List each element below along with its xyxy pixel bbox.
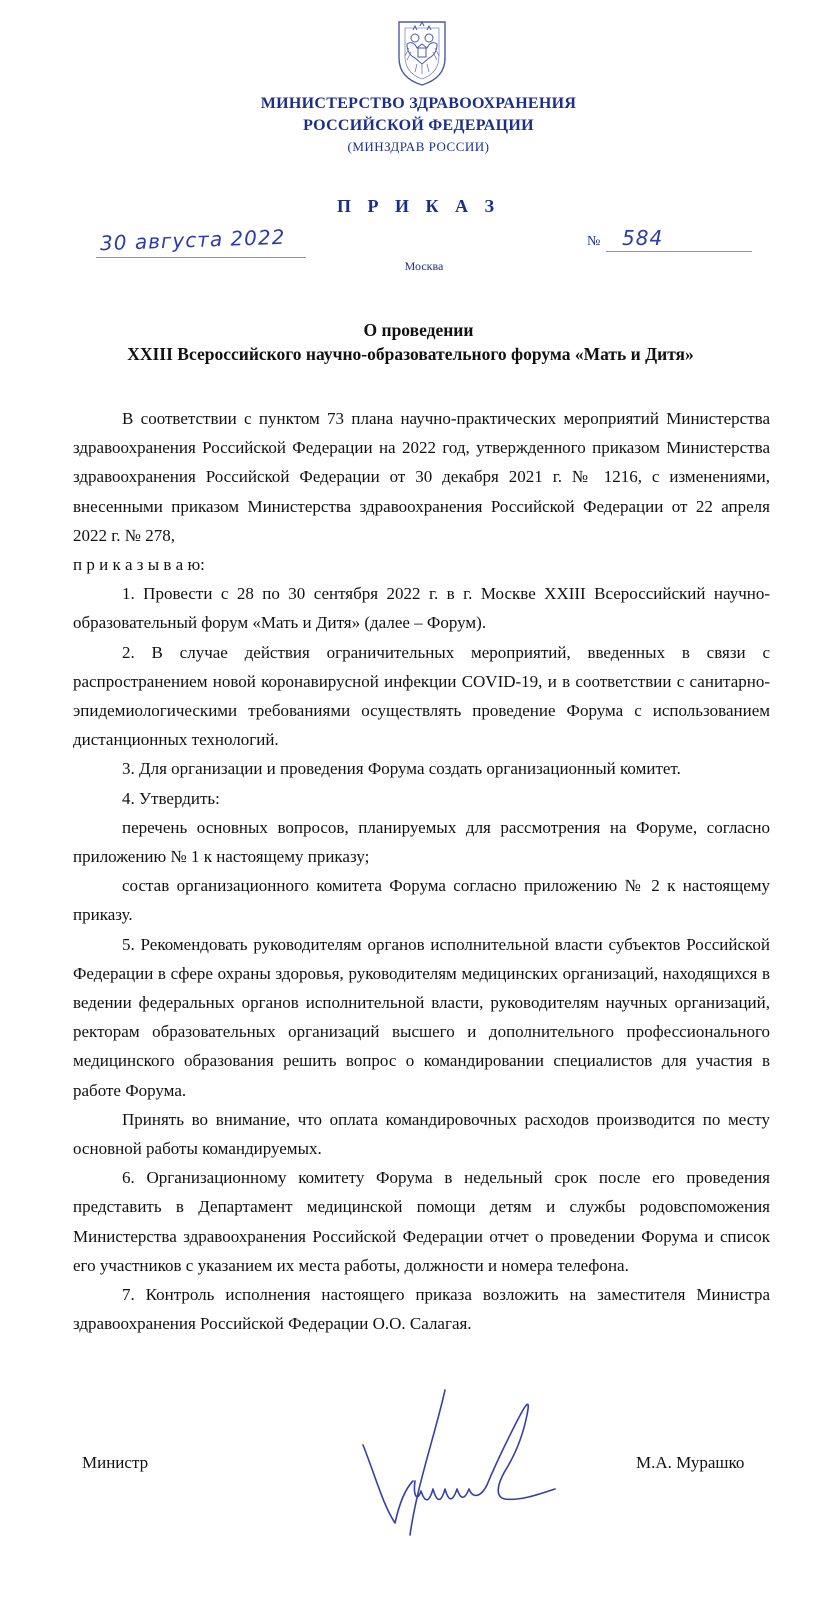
date-underline [96, 257, 306, 258]
city: Москва [404, 259, 444, 273]
paragraph-4: 4. Утвердить: [122, 788, 220, 808]
coat-of-arms-icon [393, 18, 451, 88]
ministry-name-line2: РОССИЙСКОЙ ФЕДЕРАЦИИ [303, 117, 534, 134]
signatory-position: Министр [82, 1453, 149, 1472]
document-type: П Р И К А З [336, 196, 501, 216]
paragraph-2: 2. В случае действия ограничительных мероприятий, введенных в связи с распространением новой коронавирусной инфекции COVID-19, и в соответствии с санитарно-эпидемиологическими требованиями осуществлять проведение Форума с использованием дистанционных технологий. [73, 642, 770, 750]
ministry-short-name: (МИНЗДРАВ РОССИИ) [347, 139, 490, 154]
title-line2: XXIII Всероссийского научно-образовательного форума «Мать и Дитя» [127, 344, 694, 364]
number-underline [606, 251, 752, 252]
paragraph-1: 1. Провести с 28 по 30 сентября 2022 г. в г. Москве XXIII Всероссийский научно-образовательный форум «Мать и Дитя» (далее – Форум). [73, 584, 770, 633]
paragraph-4-item-1: перечень основных вопросов, планируемых для рассмотрения на Форуме, согласно приложению № 1 к настоящему приказу; [73, 817, 770, 867]
order-word: п р и к а з ы в а ю: [73, 555, 205, 575]
signatory-name: М.А. Мурашко [636, 1453, 745, 1472]
paragraph-3: 3. Для организации и проведения Форума создать организационный комитет. [122, 759, 681, 779]
ministry-name-line1: МИНИСТЕРСТВО ЗДРАВООХРАНЕНИЯ [260, 95, 577, 112]
paragraph-6: 6. Организационному комитету Форума в недельный срок после его проведения представить в Департамент медицинской помощи детям и службы родовспоможения Министерства здравоохранения Российской Федерации отчет о проведении Форума и список его участников с указанием их места работы, должности и номера телефона. [73, 1168, 770, 1275]
preamble-paragraph: В соответствии с пунктом 73 плана научно-практических мероприятий Министерства здравоохранения Российской Федерации на 2022 год, утвержденного приказом Министерства здравоохранения Российской Федерации от 30 декабря 2021 г. № 1216, с изменениями, внесенными приказом Министерства здравоохранения Российской Федерации от 22 апреля 2022 г. № 278, [73, 409, 770, 545]
order-date: 30 августа 2022 [99, 224, 286, 256]
number-label: № [587, 234, 601, 249]
paragraph-7: 7. Контроль исполнения настоящего приказа возложить на заместителя Министра здравоохранения Российской Федерации О.О. Салагая. [73, 1285, 770, 1334]
title-line1: О проведении [363, 320, 474, 340]
order-number: 584 [622, 226, 664, 250]
handwritten-signature [355, 1385, 575, 1545]
paragraph-5: 5. Рекомендовать руководителям органов исполнительной власти субъектов Российской Федерации в сфере охраны здоровья, руководителям медицинских организаций, находящихся в ведении федеральных органов исполнительной власти, руководителям научных организаций, ректорам образовательных организаций высшего и дополнительного профессионального медицинского образования решить вопрос о командировании специалистов для участия в работе Форума. [73, 934, 770, 1100]
order-body [73, 404, 770, 1339]
paragraph-4-item-2: состав организационного комитета Форума согласно приложению № 2 к настоящему приказу. [73, 876, 770, 925]
paragraph-5-note: Принять во внимание, что оплата командировочных расходов производится по месту основной работы командируемых. [73, 1109, 770, 1159]
